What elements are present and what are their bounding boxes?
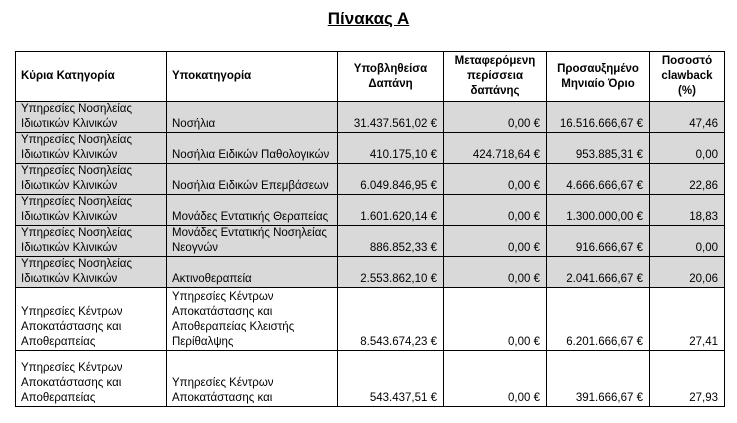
header-subcategory: Υποκατηγορία [167,52,338,102]
main-category-cell: Υπηρεσίες Νοσηλείας Ιδιωτικών Κλινικών [16,226,167,257]
table-row [16,164,725,195]
submitted-expense-cell: 6.049.846,95 € [338,164,444,195]
carried-surplus-cell: 0,00 € [444,288,547,351]
table-row [16,257,725,288]
carried-surplus-cell: 0,00 € [444,164,547,195]
main-category-cell: Υπηρεσίες Νοσηλείας Ιδιωτικών Κλινικών [16,102,167,133]
submitted-expense-cell: 410.175,10 € [338,133,444,164]
monthly-limit-cell: 1.300.000,00 € [547,195,650,226]
clawback-percent-cell: 0,00 [650,226,725,257]
submitted-expense-cell: 543.437,51 € [338,351,444,407]
header-row [16,52,725,102]
clawback-percent-cell: 27,41 [650,288,725,351]
monthly-limit-cell: 391.666,67 € [547,351,650,407]
carried-surplus-cell: 0,00 € [444,102,547,133]
clawback-percent-cell: 0,00 [650,133,725,164]
monthly-limit-cell: 2.041.666,67 € [547,257,650,288]
clawback-percent-cell: 27,93 [650,351,725,407]
subcategory-cell: Νοσήλια Ειδικών Επεμβάσεων [167,164,338,195]
clawback-table [15,51,725,407]
carried-surplus-cell: 0,00 € [444,257,547,288]
header-carried-surplus: Μεταφερόμενη περίσσεια δαπάνης [444,52,547,102]
subcategory-cell: Υπηρεσίες Κέντρων Αποκατάστασης και [167,351,338,407]
clawback-percent-cell: 47,46 [650,102,725,133]
monthly-limit-cell: 4.666.666,67 € [547,164,650,195]
header-monthly-limit: Προσαυξημένο Μηνιαίο Όριο [547,52,650,102]
header-clawback-percent: Ποσοστό clawback (%) [650,52,725,102]
monthly-limit-cell: 953.885,31 € [547,133,650,164]
clawback-percent-cell: 22,86 [650,164,725,195]
page-title: Πίνακας Α [327,9,410,28]
clawback-percent-cell: 18,83 [650,195,725,226]
subcategory-cell: Υπηρεσίες Κέντρων Αποκατάστασης και Αποθεραπείας Κλειστής Περίθαλψης [167,288,338,351]
clawback-percent-cell: 20,06 [650,257,725,288]
subcategory-cell: Νοσήλια [167,102,338,133]
header-main-category: Κύρια Κατηγορία [16,52,167,102]
table-row [16,226,725,257]
submitted-expense-cell: 886.852,33 € [338,226,444,257]
main-category-cell: Υπηρεσίες Νοσηλείας Ιδιωτικών Κλινικών [16,257,167,288]
main-category-cell: Υπηρεσίες Νοσηλείας Ιδιωτικών Κλινικών [16,195,167,226]
table-row [16,102,725,133]
carried-surplus-cell: 0,00 € [444,195,547,226]
table-row [16,195,725,226]
subcategory-cell: Ακτινοθεραπεία [167,257,338,288]
header-submitted-expense: Υποβληθείσα Δαπάνη [338,52,444,102]
submitted-expense-cell: 8.543.674,23 € [338,288,444,351]
monthly-limit-cell: 916.666,67 € [547,226,650,257]
carried-surplus-cell: 0,00 € [444,226,547,257]
submitted-expense-cell: 2.553.862,10 € [338,257,444,288]
main-category-cell: Υπηρεσίες Νοσηλείας Ιδιωτικών Κλινικών [16,164,167,195]
table-row [16,288,725,351]
carried-surplus-cell: 0,00 € [444,351,547,407]
table-row [16,133,725,164]
main-category-cell: Υπηρεσίες Νοσηλείας Ιδιωτικών Κλινικών [16,133,167,164]
main-category-cell: Υπηρεσίες Κέντρων Αποκατάστασης και Αποθεραπείας [16,351,167,407]
subcategory-cell: Νοσήλια Ειδικών Παθολογικών [167,133,338,164]
subcategory-cell: Μονάδες Εντατικής Θεραπείας [167,195,338,226]
main-category-cell: Υπηρεσίες Κέντρων Αποκατάστασης και Αποθεραπείας [16,288,167,351]
table-row [16,351,725,407]
submitted-expense-cell: 1.601.620,14 € [338,195,444,226]
monthly-limit-cell: 16.516.666,67 € [547,102,650,133]
subcategory-cell: Μονάδες Εντατικής Νοσηλείας Νεογνών [167,226,338,257]
submitted-expense-cell: 31.437.561,02 € [338,102,444,133]
monthly-limit-cell: 6.201.666,67 € [547,288,650,351]
carried-surplus-cell: 424.718,64 € [444,133,547,164]
